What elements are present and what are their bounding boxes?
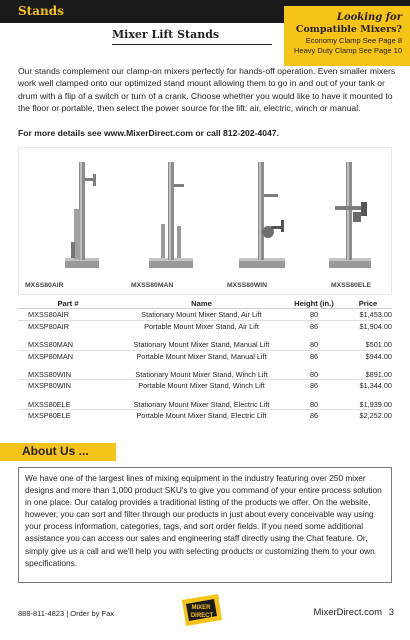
mixer-direct-logo bbox=[178, 590, 224, 628]
cell-height: 80 bbox=[309, 310, 319, 320]
header-price: Price bbox=[358, 299, 378, 308]
cell-price: $1,453.00 bbox=[359, 310, 392, 320]
product-label-air: MXSS80AIR bbox=[25, 282, 64, 289]
cell-name: Stationary Mount Mixer Stand, Air Lift bbox=[141, 310, 262, 320]
details-contact-line: For more details see www.MixerDirect.com or call 812-202-4047. bbox=[18, 128, 279, 138]
cell-height: 80 bbox=[309, 399, 319, 409]
page-number: 3 bbox=[388, 607, 394, 618]
cell-price: $501.00 bbox=[365, 340, 392, 350]
cell-part: MXSS80AIR bbox=[28, 310, 69, 320]
cell-price: $1,904.00 bbox=[359, 321, 392, 331]
cell-name: Portable Mount Mixer Stand, Winch Lift bbox=[138, 381, 265, 391]
footer-site-page bbox=[313, 607, 394, 618]
footer-site: MixerDirect.com bbox=[313, 607, 383, 618]
table-group-gap bbox=[18, 362, 392, 369]
cell-price: $1,344.00 bbox=[359, 381, 392, 391]
page-title: Mixer Lift Stands bbox=[112, 28, 220, 41]
cell-height: 86 bbox=[309, 321, 319, 331]
table-group-gap bbox=[18, 392, 392, 399]
title-underline bbox=[112, 44, 272, 45]
logo-text-mixer: MIXER bbox=[191, 605, 211, 611]
product-label-winch: MXSS80WIN bbox=[227, 282, 268, 289]
footer-fax: 888-811-4823 | Order by Fax bbox=[18, 609, 115, 618]
cell-part: MXSS80WIN bbox=[28, 369, 71, 379]
stand-manual-lift-image bbox=[131, 154, 211, 274]
cell-height: 80 bbox=[309, 369, 319, 379]
cell-part: MXSS80ELE bbox=[28, 399, 71, 409]
stand-electric-lift-image bbox=[309, 154, 389, 274]
callout-economy-clamp: Economy Clamp See Page 8 bbox=[305, 36, 402, 45]
cell-price: $944.00 bbox=[365, 351, 392, 361]
cell-part: MXSP80AIR bbox=[28, 321, 69, 331]
cell-price: $2,252.00 bbox=[359, 411, 392, 421]
price-table bbox=[18, 298, 392, 422]
table-row bbox=[18, 321, 392, 332]
section-tag: Stands bbox=[18, 4, 64, 18]
cell-price: $1,939.00 bbox=[359, 399, 392, 409]
cell-name: Portable Mount Mixer Stand, Electric Lift bbox=[136, 411, 267, 421]
cell-price: $891.00 bbox=[365, 369, 392, 379]
table-row bbox=[18, 339, 392, 350]
intro-paragraph: Our stands complement our clamp-on mixers perfectly for hands-off operation. Even smaller mixers work well clamped onto our optimized stand mount allowing them to go in and out of your tank or drum with a flip of a switch or turn of a crank. Choose whether you would like to have it mounted to the floor or portable, then select the power source for the lift: air, electric, winch or manual. bbox=[18, 66, 396, 114]
callout-heading-line2: Compatible Mixers? bbox=[295, 24, 402, 35]
about-text: We have one of the largest lines of mixing equipment in the industry featuring over 250 mixer designs and more than 1,000 product SKU's to give you command of your entire process solution in one place. Our catalog provides a traditional listing of the products we offer. On the website, however, you can sort and filter through our products in just about every conceivable way using your process information, categories, tags, and sort order fields. If you need some additional assistance you can access our sales and engineering staff directly using the Chat feature. Or, simply give us a call and we'll help you with selecting products or customizing them to your own specifications. bbox=[25, 473, 382, 568]
table-row bbox=[18, 399, 392, 410]
callout-heavy-duty-clamp: Heavy Duty Clamp See Page 10 bbox=[294, 46, 402, 55]
cell-name: Stationary Mount Mixer Stand, Winch Lift bbox=[135, 369, 268, 379]
cell-height: 86 bbox=[309, 411, 319, 421]
product-photos bbox=[18, 147, 392, 295]
cell-height: 86 bbox=[309, 381, 319, 391]
table-group-gap bbox=[18, 332, 392, 339]
cell-part: MXSP80MAN bbox=[28, 351, 74, 361]
product-label-manual: MXSS80MAN bbox=[131, 282, 174, 289]
stand-air-lift-image bbox=[41, 154, 121, 274]
table-header-row bbox=[18, 298, 392, 309]
cell-name: Portable Mount Mixer Stand, Manual Lift bbox=[136, 351, 267, 361]
cell-name: Portable Mount Mixer Stand, Air Lift bbox=[144, 321, 259, 331]
cell-height: 86 bbox=[309, 351, 319, 361]
header-height: Height (in.) bbox=[294, 299, 334, 308]
table-row bbox=[18, 309, 392, 320]
stand-winch-lift-image bbox=[221, 154, 301, 274]
about-box bbox=[18, 467, 392, 583]
cell-part: MXSS80MAN bbox=[28, 340, 74, 350]
header-name: Name bbox=[191, 299, 212, 308]
cell-name: Stationary Mount Mixer Stand, Electric Lift bbox=[133, 399, 270, 409]
cell-part: MXSP80ELE bbox=[28, 411, 71, 421]
cell-part: MXSP80WIN bbox=[28, 381, 71, 391]
compatible-mixers-callout bbox=[284, 6, 410, 66]
logo-text-direct: DIRECT bbox=[190, 613, 214, 619]
cell-height: 80 bbox=[309, 340, 319, 350]
table-row bbox=[18, 351, 392, 362]
table-row bbox=[18, 380, 392, 391]
cell-name: Stationary Mount Mixer Stand, Manual Lift bbox=[133, 340, 270, 350]
header-part: Part # bbox=[57, 299, 79, 308]
table-row bbox=[18, 410, 392, 421]
product-label-electric: MXSS80ELE bbox=[331, 282, 372, 289]
callout-heading-line1: Looking for bbox=[336, 12, 402, 23]
about-title: About Us ... bbox=[22, 444, 89, 458]
table-row bbox=[18, 369, 392, 380]
